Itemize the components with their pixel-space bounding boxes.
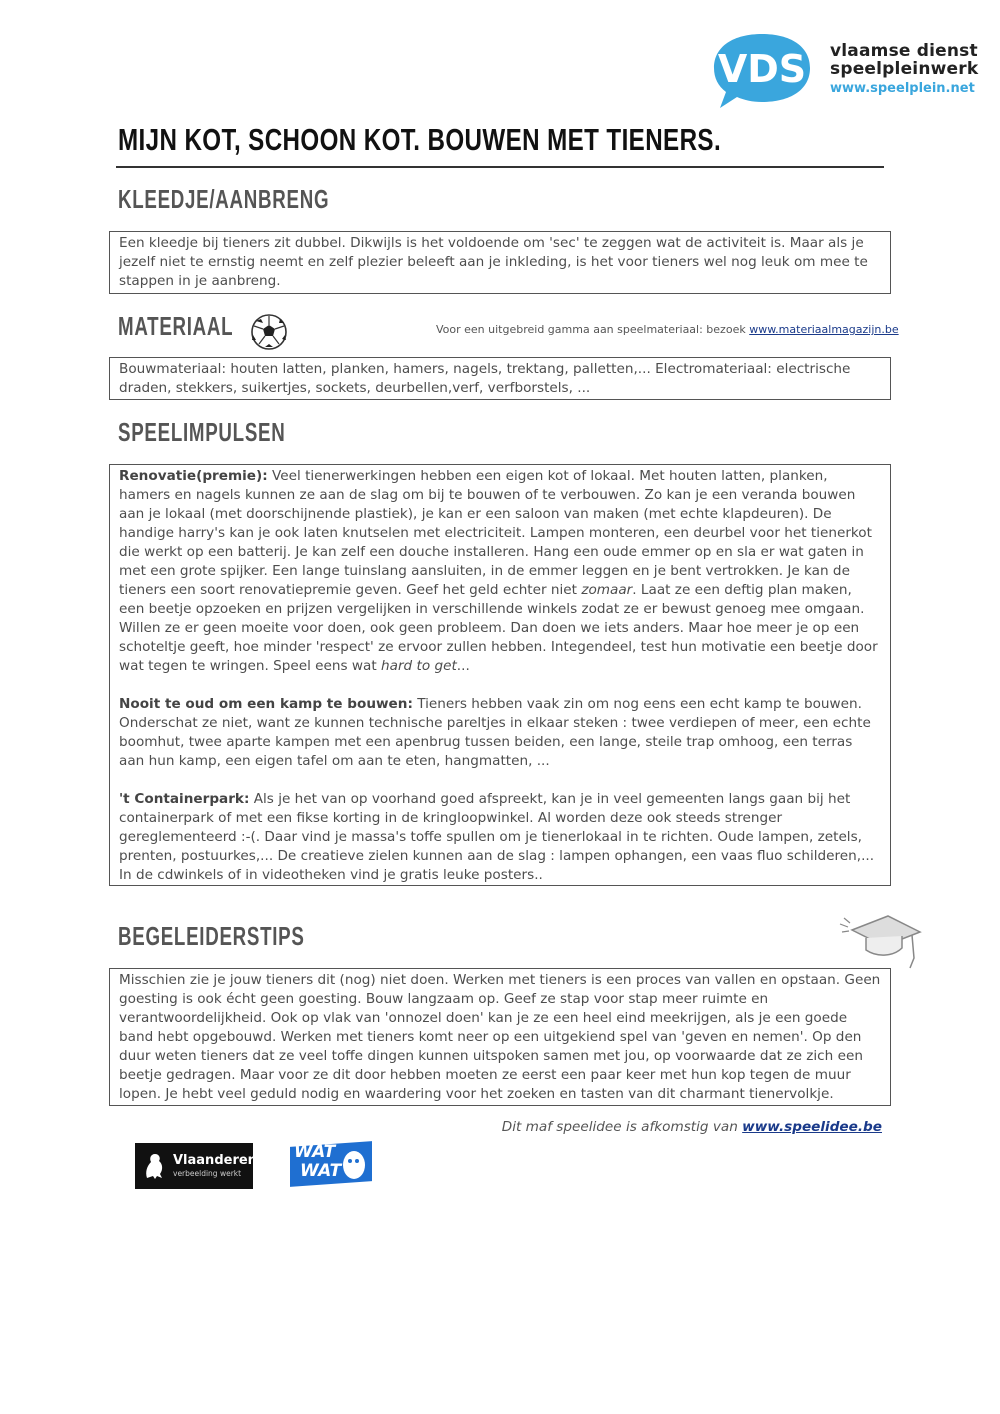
impuls-title: Renovatie(premie):	[119, 468, 268, 484]
impuls-text: Veel tienerwerkingen hebben een eigen kot of lokaal. Met houten latten, planken, hamers en nagels kunnen ze aan de slag om bij te bouwen of te verbouwen. Zo kan je een veranda bouwen aan je lokaal (met doorschijnende plastiek), je kan er een saloon van maken (met echte klapdeuren). De handige harry's kan je ook laten knutselen met electriciteit. Lampen monteren, een deurbel voor het tienerkot die werkt op een batterij. Je kan zelf een douche installeren. Hang een oude emmer op en sla er wat gaten in met een grote spijker. Een lange tuinslang aansluiten, in de emmer leggen en je bent vertrokken. Je kan de tieners een soort renovatiepremie geven. Geef het geld echter niet	[119, 468, 872, 598]
vlaanderen-name: Vlaanderen	[173, 1153, 257, 1168]
logo-mark: VDS	[717, 47, 807, 91]
vds-logo	[712, 30, 812, 110]
watwat-line1: WAT	[294, 1142, 336, 1162]
credit-text: Dit maf speelidee is afkomstig van	[501, 1119, 743, 1135]
impuls-title: Nooit te oud om een kamp te bouwen:	[119, 696, 413, 712]
impuls-text: . Laat ze een deftig plan maken, een beetje opzoeken en prijzen vergelijken in verschillende winkels zodat ze er bewust genoeg mee omgaan. Willen ze er geen moeite voor doen, ook geen probleem. Dan doen we iets anders. Maar hoe meer je op een schoteltje geeft, hoe minder 'respect' ze ervoor zullen hebben. Integendeel, test hun motivatie een beetje door wat tegen te wringen. Speel eens wat	[119, 582, 878, 674]
page-title: MIJN KOT, SCHOON KOT. BOUWEN MET TIENERS.	[118, 122, 722, 157]
impuls-emphasis: hard to get	[381, 658, 457, 674]
speelimpulsen-box	[109, 464, 891, 886]
logo-url[interactable]: www.speelplein.net	[830, 81, 975, 96]
soccer-ball-icon	[250, 313, 288, 351]
logo-text	[830, 42, 978, 96]
logo-line1: vlaamse dienst	[830, 41, 978, 61]
graduation-cap-icon	[838, 910, 922, 970]
impuls-renovatie	[119, 467, 881, 676]
heading-materiaal: MATERIAAL	[118, 311, 234, 341]
kleedje-box	[109, 231, 891, 294]
watwat-logo	[290, 1142, 372, 1186]
heading-speelimpulsen: SPEELIMPULSEN	[118, 417, 286, 447]
impuls-title: 't Containerpark:	[119, 791, 250, 807]
title-divider	[116, 166, 884, 168]
vlaanderen-tagline: verbeelding werkt	[173, 1169, 242, 1178]
heading-begeleiderstips: BEGELEIDERSTIPS	[118, 921, 305, 951]
materiaal-text: Bouwmateriaal: houten latten, planken, hamers, nagels, trektang, palletten,... Electromateriaal: electrische draden, stekkers, suikertjes, sockets, deurbellen,verf, verfborstels, ...	[119, 361, 851, 396]
vlaanderen-logo	[135, 1143, 257, 1189]
impuls-emphasis: zomaar	[581, 582, 633, 598]
materiaal-note-text: Voor een uitgebreid gamma aan speelmateriaal: bezoek	[436, 323, 750, 336]
begeleiderstips-text: Misschien zie je jouw tieners dit (nog) niet doen. Werken met tieners is een proces van vallen en opstaan. Geen goesting is ook écht geen goesting. Bouw langzaam op. Geef ze stap voor stap meer ruimte en verantwoordelijkheid. Ook op vlak van 'onnozel doen' kan je ze een heel eind meekrijgen, als je een goede band hebt opgebouwd. Werken met tieners komt neer op een uitgekiend spel van 'geven en nemen'. Op den duur weten tieners dat ze veel toffe dingen kunnen uitspoken samen met jou, op voorwaarde dat ze zich een beetje gedragen. Maar voor ze dit door hebben moeten ze eerst een paar keer met hun kop tegen de muur lopen. Je hebt veel geduld nodig en waardering voor het zoeken en tasten van dit charmant tienervolkje.	[119, 972, 881, 1102]
impuls-kamp	[119, 695, 881, 771]
materiaal-link[interactable]: www.materiaalmagazijn.be	[749, 323, 899, 336]
impuls-text: Tieners hebben vaak zin om nog eens een echt kamp te bouwen. Onderschat ze niet, want ze kunnen technische pareltjes in elkaar steken : twee verdiepen of meer, een echte boomhut, twee aparte kampen met een apenbrug tussen beiden, een lange, steile trap omhoog, een terras aan hun kamp, een eigen tafel om aan te eten, hangmatten, ...	[119, 696, 871, 769]
impuls-text: ...	[456, 658, 470, 674]
kleedje-text: Een kleedje bij tieners zit dubbel. Dikwijls is het voldoende om 'sec' te zeggen wat de activiteit is. Maar als je jezelf niet te ernstig neemt en zelf plezier beleeft aan je inkleding, is het voor tieners wel nog leuk om mee te stappen in je aanbreng.	[119, 235, 868, 289]
begeleiderstips-box	[109, 968, 891, 1106]
lion-icon	[141, 1150, 167, 1182]
watwat-mascot-icon	[340, 1147, 368, 1181]
impuls-text: Als je het van op voorhand goed afspreekt, kan je in veel gemeenten langs gaan bij het containerpark of met een fikse korting in de kringloopwinkel. Al worden deze ook steeds strenger gereglementeerd :-(. Daar vind je massa's toffe spullen om je tienerlokaal in te richten. Oude lampen, zetels, prenten, postuurkes,... De creatieve zielen kunnen aan de slag : lampen ophangen, een vaas fluo schilderen,... In de cdwinkels of in videotheken vind je gratis leuke posters..	[119, 791, 875, 883]
logo-line2: speelpleinwerk	[830, 59, 979, 79]
watwat-line2: WAT	[300, 1161, 342, 1181]
footer-credit	[502, 1119, 882, 1135]
speelidee-link[interactable]: www.speelidee.be	[742, 1119, 882, 1135]
materiaal-box	[109, 357, 891, 400]
materiaal-note	[436, 323, 899, 336]
heading-kleedje: KLEEDJE/AANBRENG	[118, 184, 330, 214]
impuls-containerpark	[119, 790, 881, 885]
